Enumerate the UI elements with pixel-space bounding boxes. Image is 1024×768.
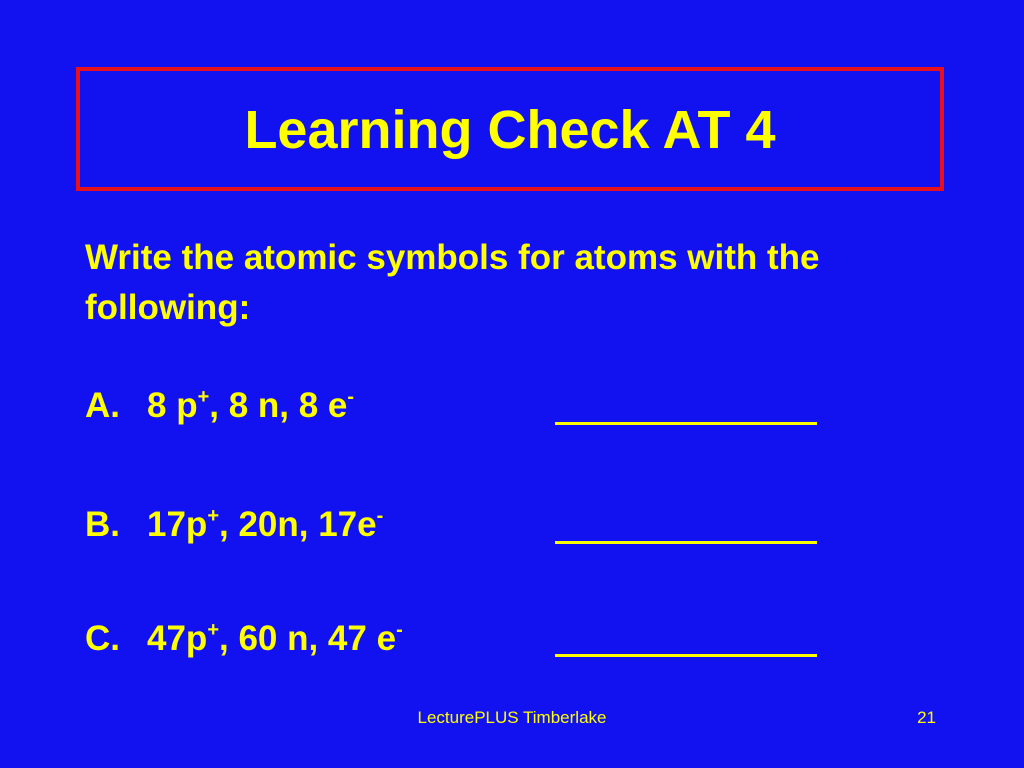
electron-charge: - [376,505,384,527]
electron-charge: - [347,386,355,408]
proton-charge: + [197,386,210,408]
page-number: 21 [917,708,936,727]
neutron-electron-count: , 8 n, 8 e [209,386,348,425]
question-letter: A. [85,386,120,425]
proton-count: 8 p [147,386,198,425]
question-a [85,386,354,426]
neutron-electron-count: , 60 n, 47 e [219,619,397,658]
footer-credit: LecturePLUS Timberlake [417,708,607,727]
question-c [85,619,403,659]
neutron-electron-count: , 20n, 17e [219,505,377,544]
answer-blank-c [555,654,817,657]
question-letter: B. [85,505,120,544]
question-b [85,505,383,545]
instruction-text: Write the atomic symbols for atoms with the following: [85,238,820,327]
answer-blank-b [555,541,817,544]
proton-charge: + [207,619,219,641]
proton-count: 47p [147,619,208,658]
slide-title: Learning Check AT 4 [244,100,776,160]
electron-charge: - [396,619,403,641]
title-box [76,67,944,191]
proton-charge: + [207,505,219,527]
question-letter: C. [85,619,120,658]
answer-blank-a [555,422,817,425]
proton-count: 17p [147,505,208,544]
